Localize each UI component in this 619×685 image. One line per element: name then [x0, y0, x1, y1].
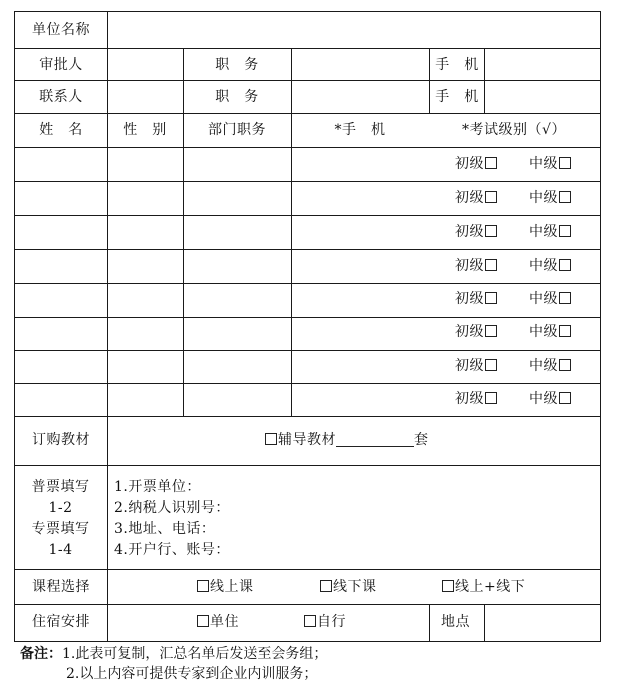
level-intermediate-label: 中级	[529, 324, 558, 340]
level-primary-option[interactable]	[455, 257, 497, 275]
level-primary-label: 初级	[455, 156, 484, 172]
level-intermediate-option[interactable]	[529, 155, 571, 173]
checkbox-icon[interactable]	[485, 392, 497, 404]
unit-name-label: 单位名称	[32, 22, 90, 38]
level-primary-label: 初级	[455, 291, 484, 307]
level-intermediate-label: 中级	[529, 358, 558, 374]
notes-line-2: 2.以上内容可提供专家到企业内训服务；	[66, 666, 318, 682]
course-label: 课程选择	[32, 579, 90, 595]
level-primary-label: 初级	[455, 258, 484, 274]
lodging-location-field[interactable]	[485, 605, 600, 641]
level-primary-label: 初级	[455, 224, 484, 240]
level-intermediate-option[interactable]	[529, 390, 571, 408]
checkbox-icon[interactable]	[559, 392, 571, 404]
level-primary-option[interactable]	[455, 390, 497, 408]
level-intermediate-label: 中级	[529, 291, 558, 307]
materials-option[interactable]	[265, 431, 429, 449]
col-line	[429, 48, 430, 114]
level-primary-option[interactable]	[455, 189, 497, 207]
checkbox-icon[interactable]	[485, 359, 497, 371]
contact-phone-field[interactable]	[485, 81, 600, 113]
row-line	[14, 283, 601, 284]
level-intermediate-label: 中级	[529, 224, 558, 240]
notes-line-1	[20, 644, 327, 664]
row-line	[14, 249, 601, 250]
materials-label: 订购教材	[32, 432, 90, 448]
checkbox-icon[interactable]	[485, 325, 497, 337]
checkbox-icon[interactable]	[197, 580, 209, 592]
level-intermediate-option[interactable]	[529, 257, 571, 275]
invoice-item-tax-id[interactable]: 2.纳税人识别号：	[114, 500, 230, 516]
checkbox-icon[interactable]	[485, 225, 497, 237]
checkbox-icon[interactable]	[559, 325, 571, 337]
notes-text: 1.此表可复制，汇总名单后发送至会务组；	[62, 646, 328, 662]
col-header-gender: 性 别	[123, 122, 167, 138]
level-primary-option[interactable]	[455, 155, 497, 173]
invoice-items	[114, 477, 230, 561]
checkbox-icon[interactable]	[442, 580, 454, 592]
materials-item-label: 辅导教材	[278, 432, 336, 448]
invoice-label	[14, 477, 107, 561]
row-line	[14, 465, 601, 466]
invoice-item-address-phone[interactable]: 3.地址、电话：	[114, 521, 216, 537]
materials-quantity-input[interactable]	[336, 432, 414, 447]
level-primary-option[interactable]	[455, 223, 497, 241]
lodging-label: 住宿安排	[32, 614, 90, 630]
contact-field[interactable]	[108, 81, 183, 113]
checkbox-icon[interactable]	[485, 259, 497, 271]
row-line	[14, 181, 601, 182]
row-line	[14, 383, 601, 384]
row-line	[14, 147, 601, 148]
level-primary-label: 初级	[455, 358, 484, 374]
checkbox-icon[interactable]	[559, 292, 571, 304]
course-option-online[interactable]	[197, 578, 254, 596]
checkbox-icon[interactable]	[304, 615, 316, 627]
course-option-label: 线上课	[210, 579, 254, 595]
level-intermediate-label: 中级	[529, 258, 558, 274]
course-option-label: 线上+线下	[455, 579, 526, 595]
invoice-label-line: 普票填写	[31, 479, 90, 495]
lodging-option-label: 单住	[210, 614, 239, 630]
unit-name-field[interactable]	[108, 12, 600, 48]
row-line	[14, 113, 601, 114]
level-intermediate-option[interactable]	[529, 323, 571, 341]
table-border-bottom	[14, 641, 601, 642]
level-primary-option[interactable]	[455, 323, 497, 341]
checkbox-icon[interactable]	[559, 225, 571, 237]
approver-label: 审批人	[39, 57, 83, 73]
col-line	[429, 604, 430, 642]
notes-label: 备注：	[20, 646, 62, 662]
approver-position-label: 职 务	[215, 57, 259, 73]
contact-position-label: 职 务	[215, 89, 259, 105]
level-primary-label: 初级	[455, 324, 484, 340]
lodging-option-self[interactable]	[304, 613, 346, 631]
level-intermediate-label: 中级	[529, 391, 558, 407]
row-line	[14, 416, 601, 417]
row-line	[14, 215, 601, 216]
checkbox-icon[interactable]	[320, 580, 332, 592]
invoice-label-line: 专票填写	[31, 521, 90, 537]
col-line	[183, 48, 184, 417]
lodging-option-label: 自行	[317, 614, 346, 630]
course-option-offline[interactable]	[320, 578, 377, 596]
row-line	[14, 350, 601, 351]
approver-field[interactable]	[108, 49, 183, 80]
level-primary-label: 初级	[455, 190, 484, 206]
invoice-item-bank-account[interactable]: 4.开户行、账号：	[114, 542, 230, 558]
lodging-option-single[interactable]	[197, 613, 239, 631]
approver-phone-label: 手 机	[435, 57, 479, 73]
col-header-department: 部门职务	[208, 122, 266, 138]
checkbox-icon[interactable]	[197, 615, 209, 627]
invoice-item-company[interactable]: 1.开票单位：	[114, 479, 201, 495]
level-intermediate-label: 中级	[529, 156, 558, 172]
level-primary-option[interactable]	[455, 290, 497, 308]
course-option-label: 线下课	[333, 579, 377, 595]
contact-label: 联系人	[39, 89, 83, 105]
row-line	[14, 569, 601, 570]
approver-position-field[interactable]	[292, 49, 429, 80]
level-intermediate-option[interactable]	[529, 357, 571, 375]
materials-unit: 套	[414, 432, 429, 448]
level-primary-label: 初级	[455, 391, 484, 407]
col-header-name: 姓 名	[39, 122, 83, 138]
table-border-right	[600, 11, 601, 642]
level-intermediate-label: 中级	[529, 190, 558, 206]
level-intermediate-option[interactable]	[529, 189, 571, 207]
lodging-location-label: 地点	[441, 614, 470, 630]
checkbox-icon[interactable]	[559, 191, 571, 203]
col-header-exam-level: *考试级别（√）	[462, 122, 566, 138]
checkbox-icon[interactable]	[559, 157, 571, 169]
row-line	[14, 317, 601, 318]
approver-phone-field[interactable]	[485, 49, 600, 80]
invoice-label-line: 1-2	[48, 500, 73, 516]
checkbox-icon[interactable]	[265, 433, 277, 445]
level-primary-option[interactable]	[455, 357, 497, 375]
checkbox-icon[interactable]	[559, 259, 571, 271]
contact-position-field[interactable]	[292, 81, 429, 113]
level-intermediate-option[interactable]	[529, 223, 571, 241]
invoice-label-line: 1-4	[48, 542, 73, 558]
level-intermediate-option[interactable]	[529, 290, 571, 308]
checkbox-icon[interactable]	[485, 157, 497, 169]
contact-phone-label: 手 机	[435, 89, 479, 105]
checkbox-icon[interactable]	[559, 359, 571, 371]
course-option-both[interactable]	[442, 578, 525, 596]
checkbox-icon[interactable]	[485, 191, 497, 203]
col-header-phone: *手 机	[334, 122, 386, 138]
checkbox-icon[interactable]	[485, 292, 497, 304]
